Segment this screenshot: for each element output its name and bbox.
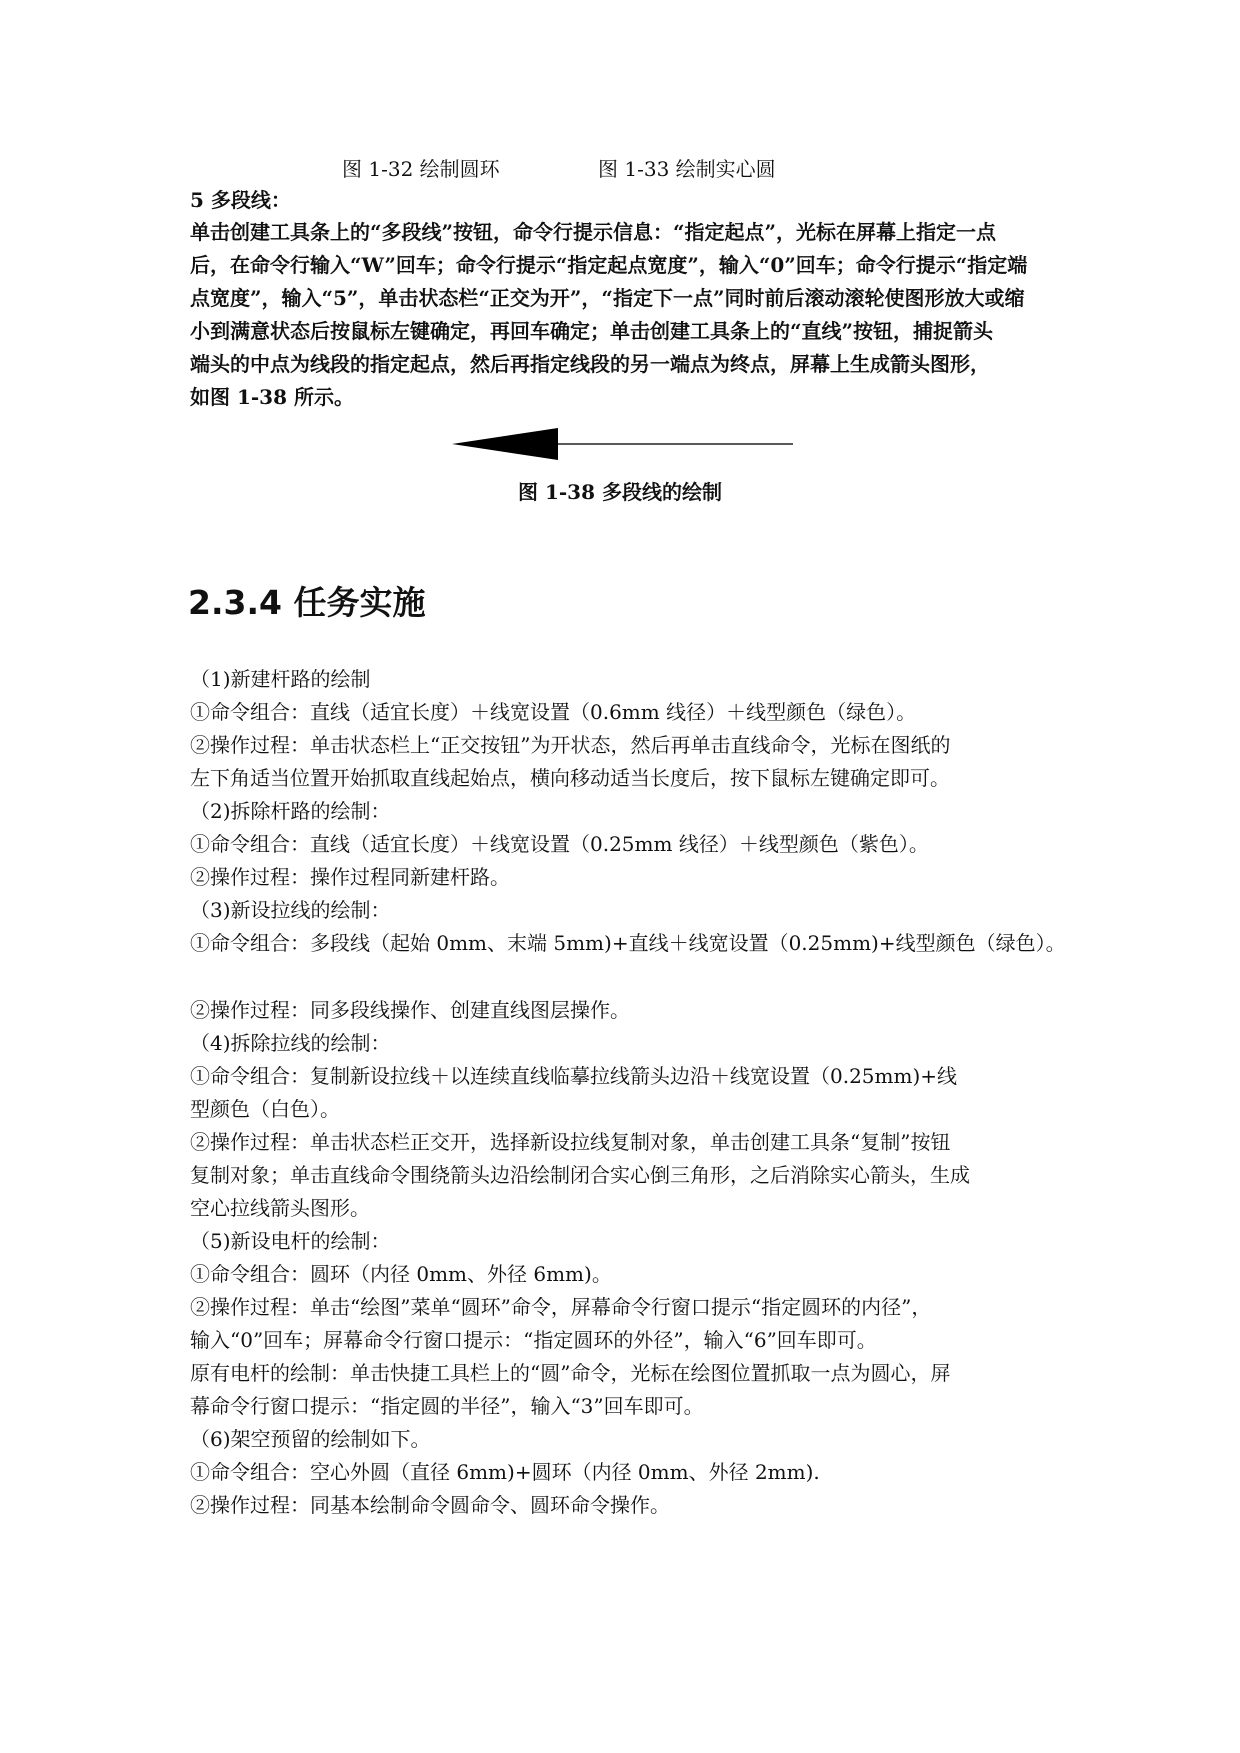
section-5-heading: 5 多段线：	[190, 188, 291, 212]
body-line: 空心拉线箭头图形。	[190, 1196, 370, 1220]
paragraph-line: 如图 1-38 所示。	[190, 385, 354, 409]
figure-1-32-caption: 图 1-32 绘制圆环	[342, 157, 500, 181]
body-line: 左下角适当位置开始抓取直线起始点，横向移动适当长度后，按下鼠标左键确定即可。	[190, 766, 950, 790]
paragraph-line: 端头的中点为线段的指定起点，然后再指定线段的另一端点为终点，屏幕上生成箭头图形，	[190, 352, 990, 376]
polyline-arrow-figure	[450, 424, 795, 464]
body-line: ①命令组合：复制新设拉线＋以连续直线临摹拉线箭头边沿＋线宽设置（0.25mm)+线	[190, 1064, 958, 1088]
body-line: ②操作过程：单击状态栏上“正交按钮”为开状态，然后再单击直线命令，光标在图纸的	[190, 733, 951, 757]
body-line: （4)拆除拉线的绘制：	[190, 1031, 391, 1055]
body-line: （1)新建杆路的绘制	[190, 667, 371, 691]
figure-1-33-caption: 图 1-33 绘制实心圆	[598, 157, 776, 181]
body-line: 原有电杆的绘制：单击快捷工具栏上的“圆”命令，光标在绘图位置抓取一点为圆心，屏	[190, 1361, 951, 1385]
body-line: ②操作过程：同多段线操作、创建直线图层操作。	[190, 998, 630, 1022]
body-line: 幕命令行窗口提示：“指定圆的半径”，输入“3”回车即可。	[190, 1394, 704, 1418]
body-line: ②操作过程：操作过程同新建杆路。	[190, 865, 510, 889]
figure-1-38-caption: 图 1-38 多段线的绘制	[518, 480, 722, 504]
body-line: ①命令组合：空心外圆（直径 6mm)+圆环（内径 0mm、外径 2mm).	[190, 1460, 820, 1484]
paragraph-line: 小到满意状态后按鼠标左键确定，再回车确定；单击创建工具条上的“直线”按钮，捕捉箭头	[190, 319, 994, 343]
body-line: ①命令组合：直线（适宜长度）＋线宽设置（0.6mm 线径）＋线型颜色（绿色）。	[190, 700, 917, 724]
body-line: 输入“0”回车；屏幕命令行窗口提示：“指定圆环的外径”，输入“6”回车即可。	[190, 1328, 877, 1352]
body-line: 型颜色（白色）。	[190, 1097, 340, 1121]
body-line: ①命令组合：直线（适宜长度）＋线宽设置（0.25mm 线径）＋线型颜色（紫色）。	[190, 832, 929, 856]
arrow-head	[452, 428, 558, 460]
section-5-paragraph	[190, 216, 1050, 414]
body-line: 复制对象；单击直线命令围绕箭头边沿绘制闭合实心倒三角形，之后消除实心箭头，生成	[190, 1163, 970, 1187]
body-line: ①命令组合：多段线（起始 0mm、末端 5mm)+直线＋线宽设置（0.25mm)+线型颜色（绿色）。	[190, 931, 1066, 955]
paragraph-line: 后，在命令行输入“W”回车；命令行提示“指定起点宽度”，输入“0”回车；命令行提示“指定端	[190, 253, 1028, 277]
paragraph-line: 点宽度”，输入“5”，单击状态栏“正交为开”，“指定下一点”同时前后滚动滚轮使图形放大或缩	[190, 286, 1025, 310]
body-line: ②操作过程：单击“绘图”菜单“圆环”命令，屏幕命令行窗口提示“指定圆环的内径”，	[190, 1295, 932, 1319]
polyline-arrow-icon	[450, 424, 795, 464]
body-line: ①命令组合：圆环（内径 0mm、外径 6mm)。	[190, 1262, 612, 1286]
figure-captions-row	[0, 152, 1240, 186]
body-line: （2)拆除杆路的绘制：	[190, 799, 391, 823]
paragraph-line: 单击创建工具条上的“多段线”按钮，命令行提示信息：“指定起点”，光标在屏幕上指定一点	[190, 220, 997, 244]
body-line: （6)架空预留的绘制如下。	[190, 1427, 431, 1451]
body-line: （3)新设拉线的绘制：	[190, 898, 391, 922]
section-title: 2.3.4 任务实施	[188, 583, 426, 622]
body-line: ②操作过程：同基本绘制命令圆命令、圆环命令操作。	[190, 1493, 670, 1517]
body-line: ②操作过程：单击状态栏正交开，选择新设拉线复制对象，单击创建工具条“复制”按钮	[190, 1130, 951, 1154]
body-line: （5)新设电杆的绘制：	[190, 1229, 391, 1253]
